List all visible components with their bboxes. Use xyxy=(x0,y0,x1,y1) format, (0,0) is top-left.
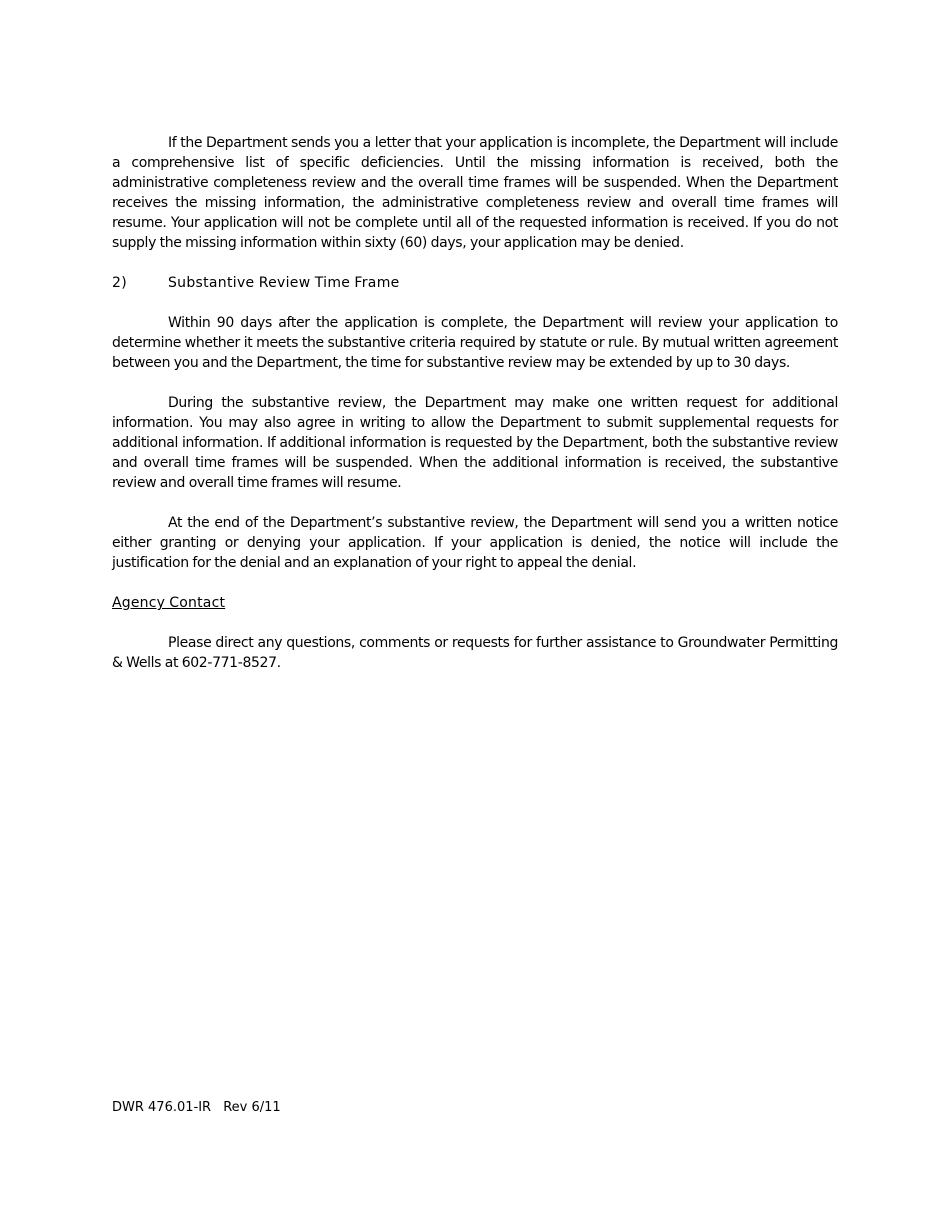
revision-label: Rev 6/11 xyxy=(223,1100,281,1115)
paragraph-agency-contact: Please direct any questions, comments or requests for further assistance to Groundwater Permitting & Wells at 602-771-8527. xyxy=(112,635,838,671)
paragraph-incomplete-application: If the Department sends you a letter that your application is incomplete, the Department will include a comprehensive list of specific deficiencies. Until the missing information is received, both the administrative completeness review and the overall time frames will be suspended. When the Department receives the missing information, the administrative completeness review and overall time frames will resume. Your application will not be complete until all of the requested information is received. If you do not supply the missing information within sixty (60) days, your application may be denied. xyxy=(112,135,838,251)
paragraph-written-notice: At the end of the Department’s substantive review, the Department will send you a written notice either granting or denying your application. If your application is denied, the notice will include the justification for the denial and an explanation of your right to appeal the denial. xyxy=(112,515,838,571)
document-body xyxy=(112,133,838,693)
section-title: Substantive Review Time Frame xyxy=(168,275,400,291)
paragraph-additional-information: During the substantive review, the Department may make one written request for additional information. You may also agree in writing to allow the Department to submit supplemental requests for additional information. If additional information is requested by the Department, both the substantive review and overall time frames will be suspended. When the additional information is received, the substantive review and overall time frames will resume. xyxy=(112,395,838,491)
section-heading-substantive-review xyxy=(112,273,838,293)
paragraph-review-timeframe: Within 90 days after the application is complete, the Department will review your application to determine whether it meets the substantive criteria required by statute or rule. By mutual written agreement between you and the Department, the time for substantive review may be extended by up to 30 days. xyxy=(112,315,838,371)
page-footer xyxy=(112,1099,281,1117)
form-id: DWR 476.01-IR xyxy=(112,1100,212,1115)
agency-contact-heading: Agency Contact xyxy=(112,595,226,611)
section-number: 2) xyxy=(112,275,127,291)
